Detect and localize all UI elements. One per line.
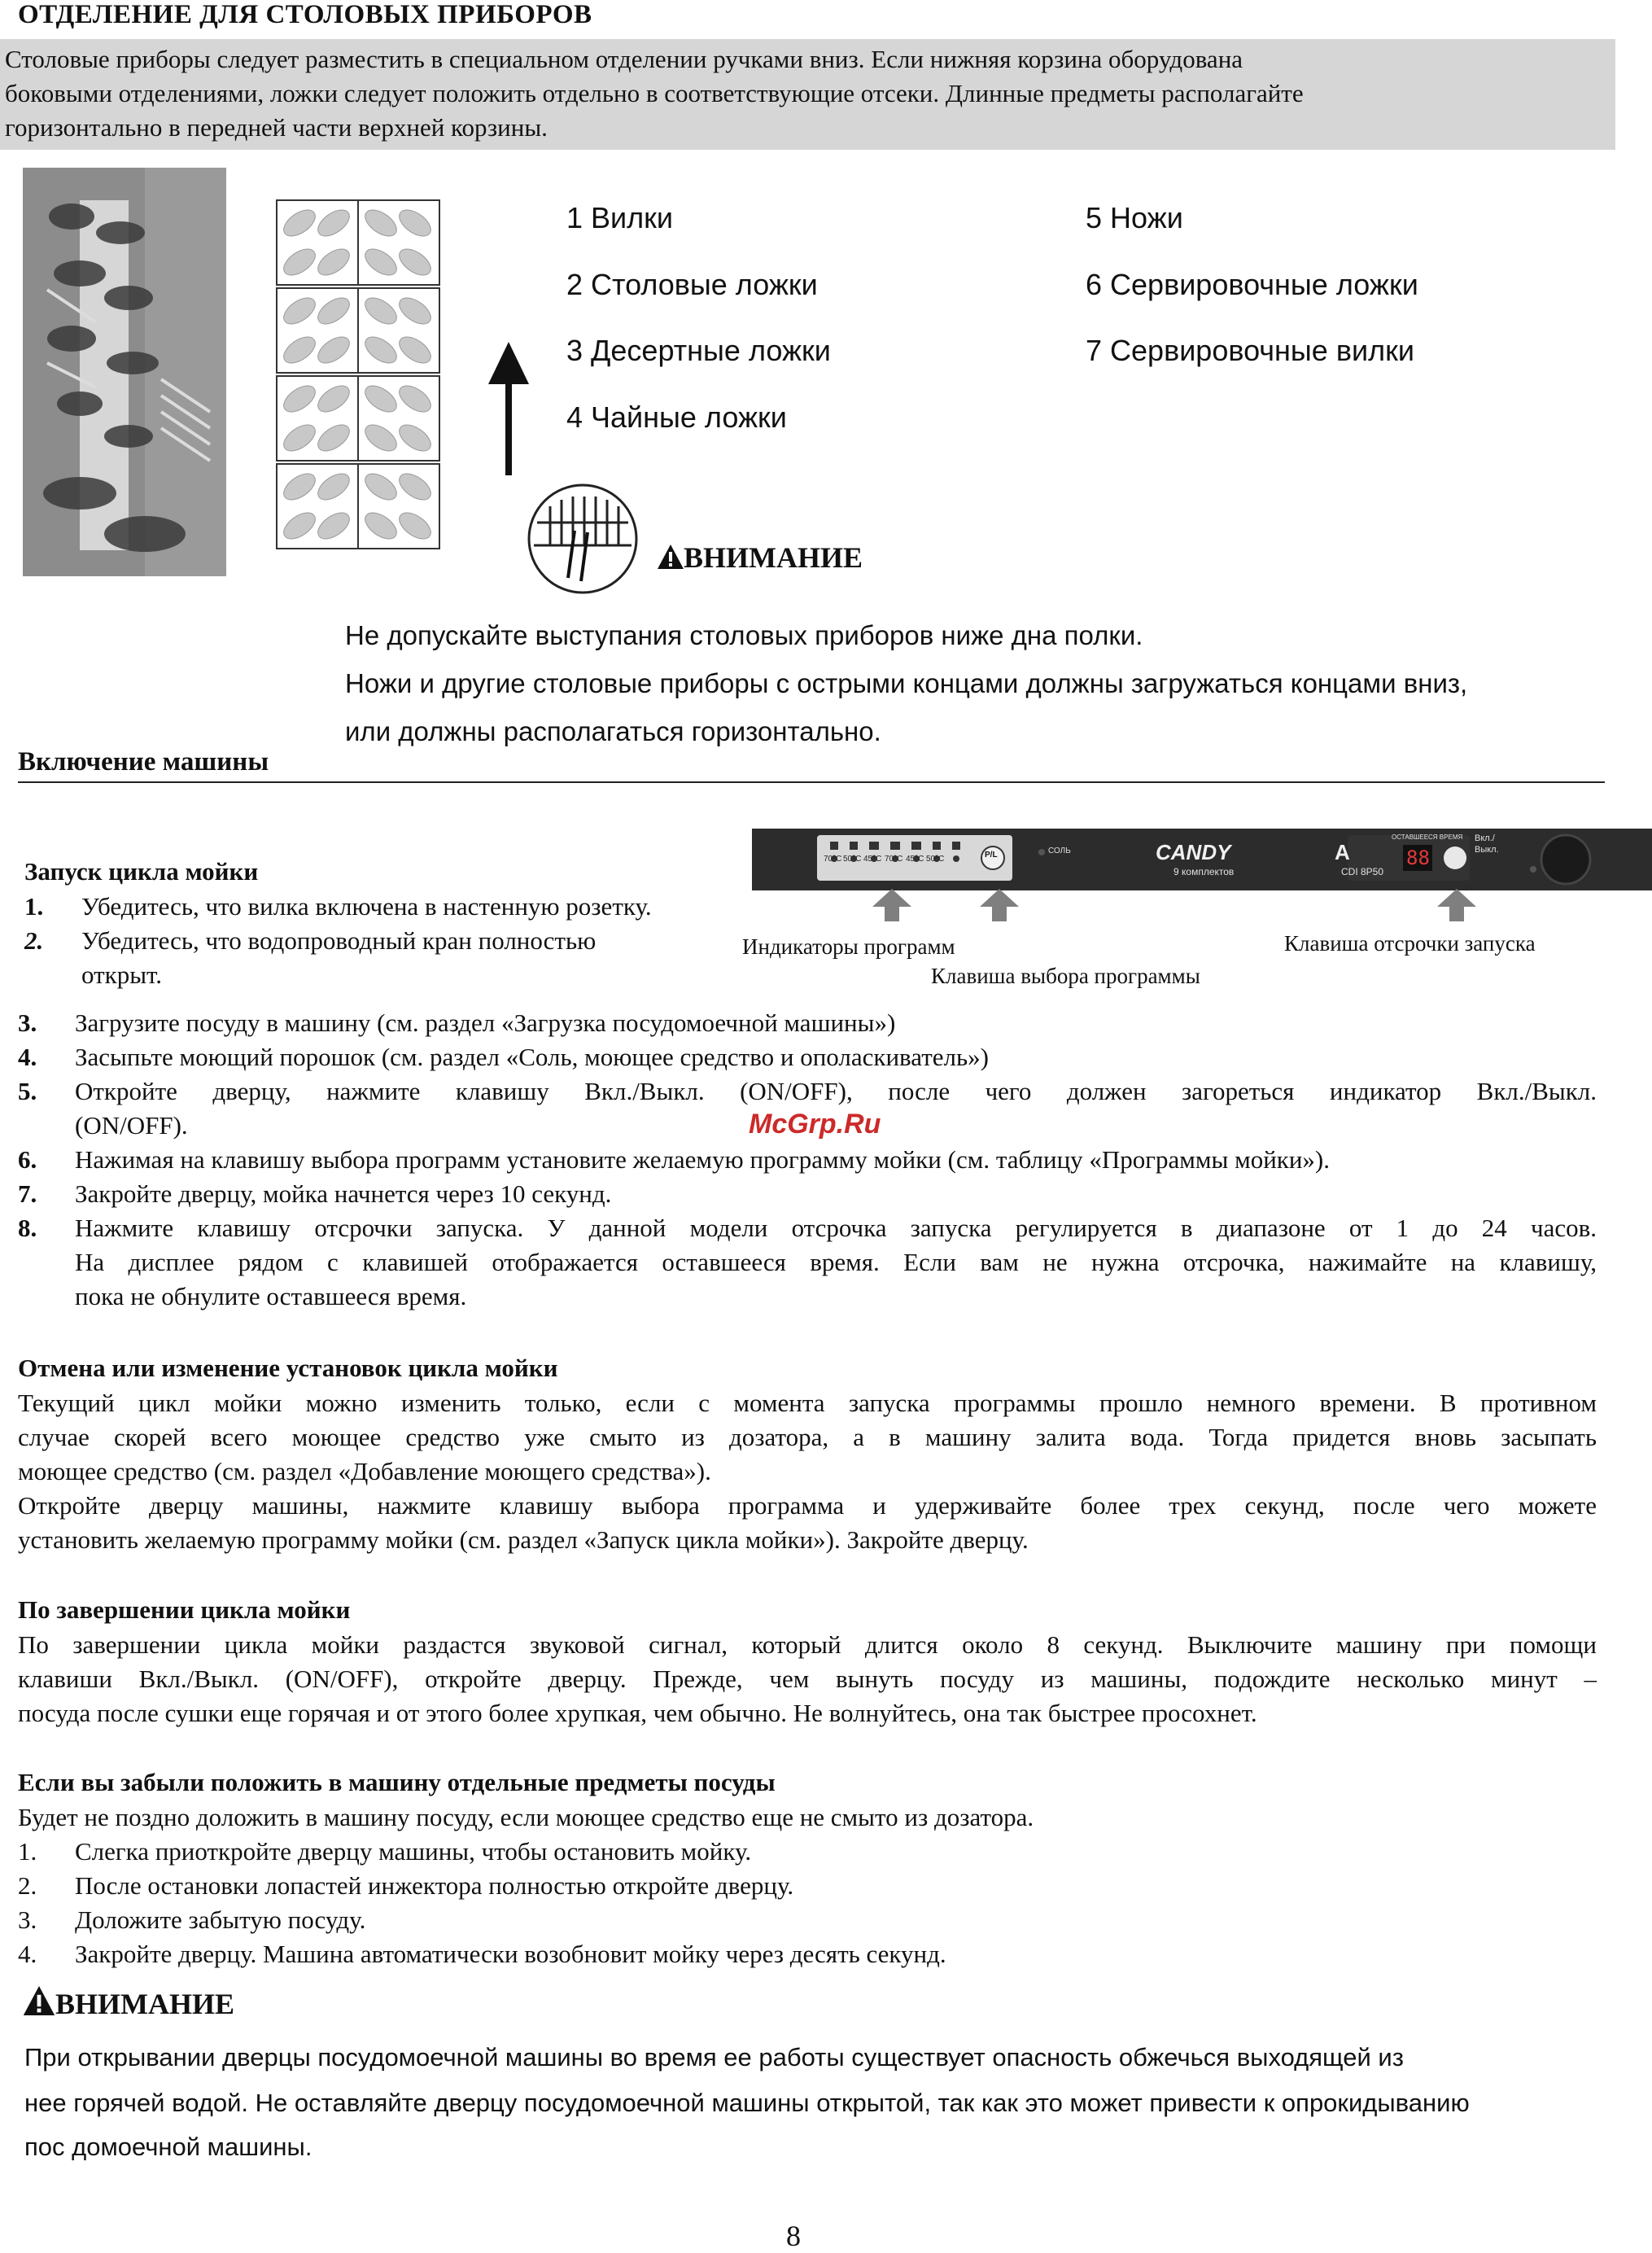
warning-triangle-icon	[658, 542, 684, 576]
paragraph-line: По завершении цикла мойки раздастся звуковой сигнал, который длится около 8 секунд. Выключите машину при помощи	[18, 1630, 1597, 1659]
step-number: 4.	[18, 1940, 37, 1968]
step-text: пока не обнулите оставшееся время.	[75, 1282, 467, 1310]
step-number: 3.	[18, 1008, 37, 1037]
panel-temp: 70°C	[885, 855, 903, 864]
step-number: 1.	[18, 1837, 37, 1866]
delay-display: 88	[1406, 847, 1430, 869]
step-text: Нажмите клавишу отсрочки запуска. У данной модели отсрочка запуска регулируется в диапазоне от 1 до 24 часов.	[75, 1214, 1597, 1242]
paragraph-line: клавиши Вкл./Выкл. (ON/OFF), откройте дверцу. Прежде, чем вынуть посуду из машины, подождите несколько минут –	[18, 1665, 1597, 1693]
cutlery-basket-photo	[23, 168, 226, 576]
paragraph-line: Откройте дверцу машины, нажмите клавишу выбора программа и удерживайте более трех секунд, после чего можете	[18, 1491, 1597, 1520]
forgot-paragraph	[18, 1800, 1597, 1971]
section-title-power-on: Включение машины	[18, 747, 269, 777]
attention-label: ВНИМАНИЕ	[55, 1988, 235, 2020]
step-text: открыт.	[81, 960, 162, 989]
step-text: Убедитесь, что вилка включена в настенную розетку.	[81, 892, 652, 921]
program-button-label: P/L	[985, 851, 998, 860]
final-warning-line: При открывании дверцы посудомоечной машины во время ее работы существует опасность обжечься выходящей из	[24, 2043, 1404, 2071]
caption-delay-key: Клавиша отсрочки запуска	[1284, 931, 1536, 956]
watermark: McGrp.Ru	[749, 1109, 881, 1140]
pointer-arrow-icon	[980, 889, 1019, 921]
salt-indicator-label: СОЛЬ	[1048, 847, 1071, 855]
onoff-label: Выкл.	[1475, 845, 1499, 855]
warning-triangle-icon	[23, 1986, 55, 2023]
energy-class-label: A	[1335, 840, 1350, 864]
brand-logo: CANDY	[1156, 840, 1231, 864]
legend-item: 4 Чайные ложки	[566, 400, 787, 434]
step-text: Закройте дверцу. Машина автоматически возобновит мойку через десять секунд.	[75, 1940, 946, 1968]
page-number: 8	[786, 2220, 801, 2252]
cutlery-intro	[0, 39, 1615, 150]
step-number: 3.	[18, 1905, 37, 1934]
section-title-start-cycle: Запуск цикла мойки	[24, 857, 259, 886]
sharp-items-warning-icon	[526, 482, 640, 596]
section-title-finish: По завершении цикла мойки	[18, 1595, 351, 1624]
section-title-cancel: Отмена или изменение установок цикла мойки	[18, 1354, 558, 1382]
caption-program-indicators: Индикаторы программ	[742, 934, 955, 959]
start-steps-long	[18, 1006, 1597, 1314]
panel-temp: 45°C	[906, 855, 924, 864]
step-number: 2.	[24, 926, 44, 955]
step-text: Загрузите посуду в машину (см. раздел «Загрузка посудомоечной машины»)	[75, 1008, 896, 1037]
step-text: После остановки лопастей инжектора полностью откройте дверцу.	[75, 1871, 794, 1900]
final-warning-line: нее горячей водой. Не оставляйте дверцу посудомоечной машины открытой, так как это может привести к опрокидыванию	[24, 2089, 1470, 2117]
place-settings-label: 9 комплектов	[1173, 866, 1235, 877]
step-text: Убедитесь, что водопроводный кран полностью	[81, 926, 597, 955]
section-title-cutlery: ОТДЕЛЕНИЕ ДЛЯ СТОЛОВЫХ ПРИБОРОВ	[18, 0, 592, 29]
warning-line: Не допускайте выступания столовых приборов ниже дна полки.	[345, 620, 1143, 650]
intro-line: горизонтально в передней части верхней корзины.	[5, 113, 548, 142]
pointer-arrow-icon	[1437, 889, 1476, 921]
section-divider	[18, 781, 1605, 783]
caption-program-selector: Клавиша выбора программы	[931, 964, 1200, 988]
paragraph-line: Будет не поздно доложить в машину посуду, если моющее средство еще не смыто из дозатора.	[18, 1803, 1034, 1831]
step-number: 8.	[18, 1214, 37, 1242]
warning-line: Ножи и другие столовые приборы с острыми концами должны загружаться концами вниз,	[345, 668, 1468, 698]
delay-header-label: ОСТАВШЕЕСЯ ВРЕМЯ	[1392, 833, 1463, 841]
panel-temp: 45°C	[863, 855, 882, 864]
step-text: (ON/OFF).	[75, 1111, 188, 1140]
paragraph-line: посуда после сушки еще горячая и от этого более хрупкая, чем обычно. Не волнуйтесь, она так быстрее просохнет.	[18, 1699, 1257, 1727]
step-text: На дисплее рядом с клавишей отображается оставшееся время. Если вам не нужна отсрочка, нажимайте на клавишу,	[75, 1248, 1597, 1276]
cutlery-basket-diagram	[275, 199, 443, 552]
step-number: 1.	[24, 892, 44, 921]
cancel-paragraph	[18, 1386, 1597, 1557]
paragraph-line: Текущий цикл мойки можно изменить только, если с момента запуска программы прошло немного времени. В противном	[18, 1389, 1597, 1417]
step-number: 2.	[18, 1871, 37, 1900]
model-label: CDI 8P50	[1341, 866, 1384, 877]
start-steps-short	[24, 890, 757, 992]
legend-item: 2 Столовые ложки	[566, 268, 818, 301]
legend-item: 5 Ножи	[1086, 201, 1183, 234]
intro-line: боковыми отделениями, ложки следует положить отдельно в соответствующие отсеки. Длинные предметы располагайте	[5, 79, 1304, 107]
section-title-forgot: Если вы забыли положить в машину отдельные предметы посуды	[18, 1768, 776, 1796]
intro-line: Столовые приборы следует разместить в специальном отделении ручками вниз. Если нижняя корзина оборудована	[5, 45, 1243, 73]
step-text: Доложите забытую посуду.	[75, 1905, 366, 1934]
paragraph-line: установить желаемую программу мойки (см. раздел «Запуск цикла мойки»). Закройте дверцу.	[18, 1525, 1029, 1554]
legend-item: 6 Сервировочные ложки	[1086, 268, 1418, 301]
final-attention-heading	[23, 1986, 234, 2023]
attention-heading	[658, 540, 863, 576]
warning-line: или должны располагаться горизонтально.	[345, 716, 881, 746]
paragraph-line: случае скорей всего моющее средство уже смыто из дозатора, а в машину залита вода. Тогда придется вновь засыпать	[18, 1423, 1597, 1451]
step-text: Откройте дверцу, нажмите клавишу Вкл./Выкл. (ON/OFF), после чего должен загореться индикатор Вкл./Выкл.	[75, 1077, 1597, 1105]
step-number: 6.	[18, 1145, 37, 1174]
panel-temp: 50°C	[843, 855, 862, 864]
final-warning-line: пос домоечной машины.	[24, 2133, 312, 2161]
pointer-arrow-icon	[872, 889, 911, 921]
step-text: Засыпьте моющий порошок (см. раздел «Соль, моющее средство и ополаскиватель»)	[75, 1043, 989, 1071]
step-text: Слегка приоткройте дверцу машины, чтобы остановить мойку.	[75, 1837, 752, 1866]
paragraph-line: моющее средство (см. раздел «Добавление моющего средства»).	[18, 1457, 711, 1485]
arrow-up-icon	[487, 342, 531, 475]
step-number: 5.	[18, 1077, 37, 1105]
legend-item: 3 Десертные ложки	[566, 334, 831, 367]
step-number: 7.	[18, 1179, 37, 1208]
step-number: 4.	[18, 1043, 37, 1071]
panel-temp: 70°C	[824, 855, 842, 864]
attention-label: ВНИМАНИЕ	[684, 541, 863, 574]
panel-temp: 50°C	[926, 855, 945, 864]
finish-paragraph	[18, 1628, 1597, 1730]
step-text: Нажимая на клавишу выбора программ установите желаемую программу мойки (см. таблицу «Программы мойки»).	[75, 1145, 1331, 1174]
onoff-label: Вкл./	[1475, 833, 1495, 843]
step-text: Закройте дверцу, мойка начнется через 10 секунд.	[75, 1179, 612, 1208]
legend-item: 1 Вилки	[566, 201, 674, 234]
legend-item: 7 Сервировочные вилки	[1086, 334, 1414, 367]
